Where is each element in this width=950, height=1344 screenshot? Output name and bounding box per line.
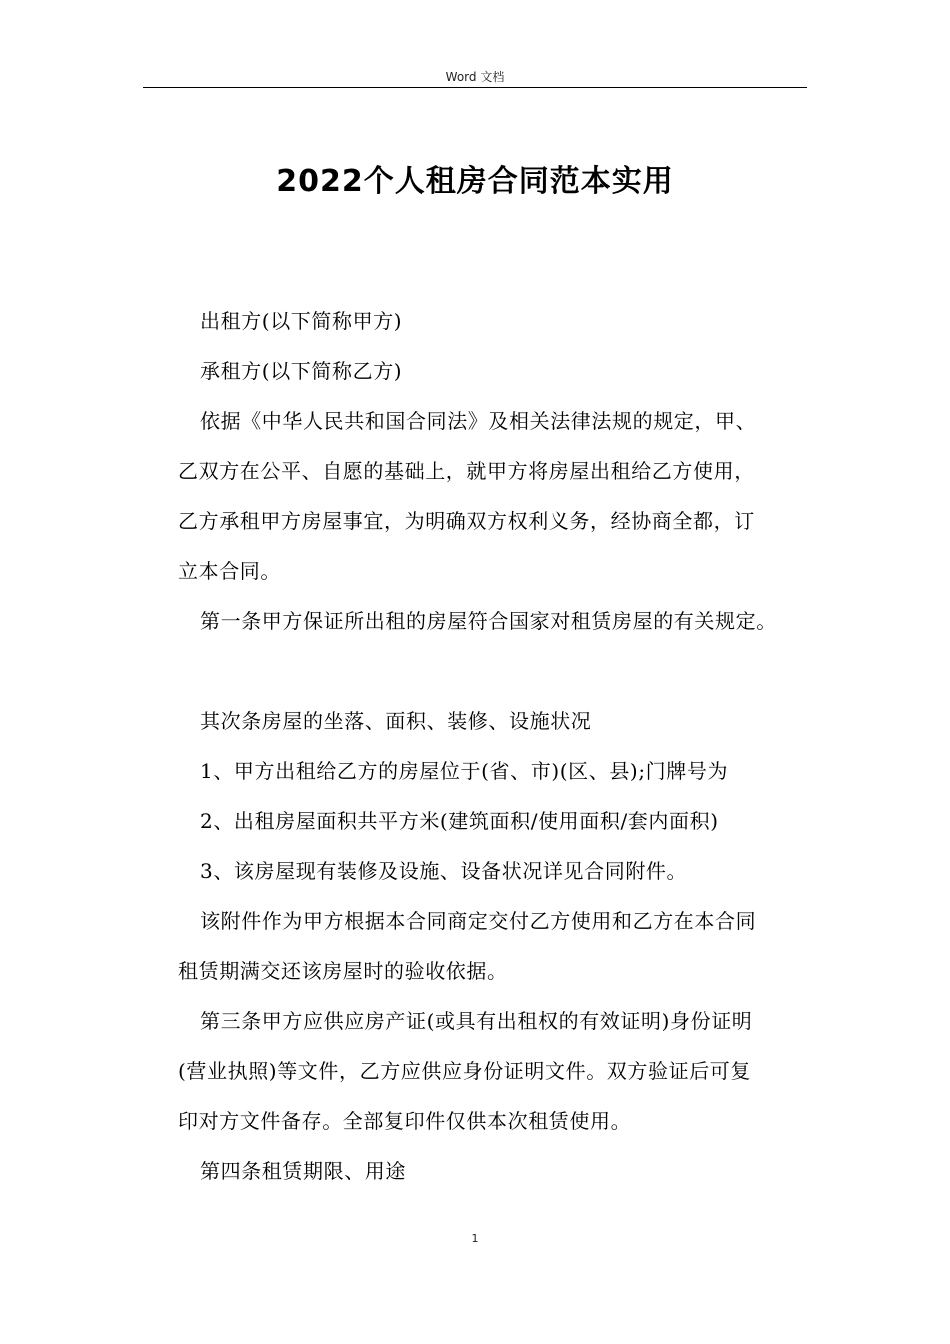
paragraph-item-3: 3、该房屋现有装修及设施、设备状况详见合同附件。	[200, 859, 688, 883]
paragraph-article-1: 第一条甲方保证所出租的房屋符合国家对租赁房屋的有关规定。	[200, 609, 777, 633]
paragraph-article-2-heading: 其次条房屋的坐落、面积、装修、设施状况	[200, 709, 592, 733]
document-body	[178, 296, 818, 1196]
paragraph-article-3-line-2: (营业执照)等文件，乙方应供应身份证明文件。双方验证后可复	[178, 1059, 752, 1083]
page-number: 1	[471, 1232, 479, 1245]
paragraph-attachment-line-1: 该附件作为甲方根据本合同商定交付乙方使用和乙方在本合同	[200, 909, 757, 933]
document-title: 2022个人租房合同范本实用	[276, 164, 674, 199]
paragraph-item-2: 2、出租房屋面积共平方米(建筑面积/使用面积/套内面积)	[200, 809, 719, 833]
paragraph-lessee: 承租方(以下简称乙方)	[200, 359, 403, 383]
paragraph-basis-line-1: 依据《中华人民共和国合同法》及相关法律法规的规定，甲、	[200, 409, 757, 433]
paragraph-article-4-heading: 第四条租赁期限、用途	[200, 1159, 406, 1183]
paragraph-item-1: 1、甲方出租给乙方的房屋位于(省、市)(区、县);门牌号为	[200, 759, 729, 783]
header-divider	[143, 87, 807, 88]
paragraph-article-3-line-3: 印对方文件备存。全部复印件仅供本次租赁使用。	[178, 1109, 632, 1133]
paragraph-lessor: 出租方(以下简称甲方)	[200, 309, 403, 333]
paragraph-basis-line-3: 乙方承租甲方房屋事宜，为明确双方权利义务，经协商全都，订	[178, 509, 755, 533]
paragraph-basis-line-4: 立本合同。	[178, 559, 281, 583]
paragraph-basis-line-2: 乙双方在公平、自愿的基础上，就甲方将房屋出租给乙方使用，	[178, 459, 755, 483]
paragraph-attachment-line-2: 租赁期满交还该房屋时的验收依据。	[178, 959, 508, 983]
page-header-text: Word 文档	[445, 70, 505, 84]
paragraph-article-3-line-1: 第三条甲方应供应房产证(或具有出租权的有效证明)身份证明	[200, 1009, 753, 1033]
